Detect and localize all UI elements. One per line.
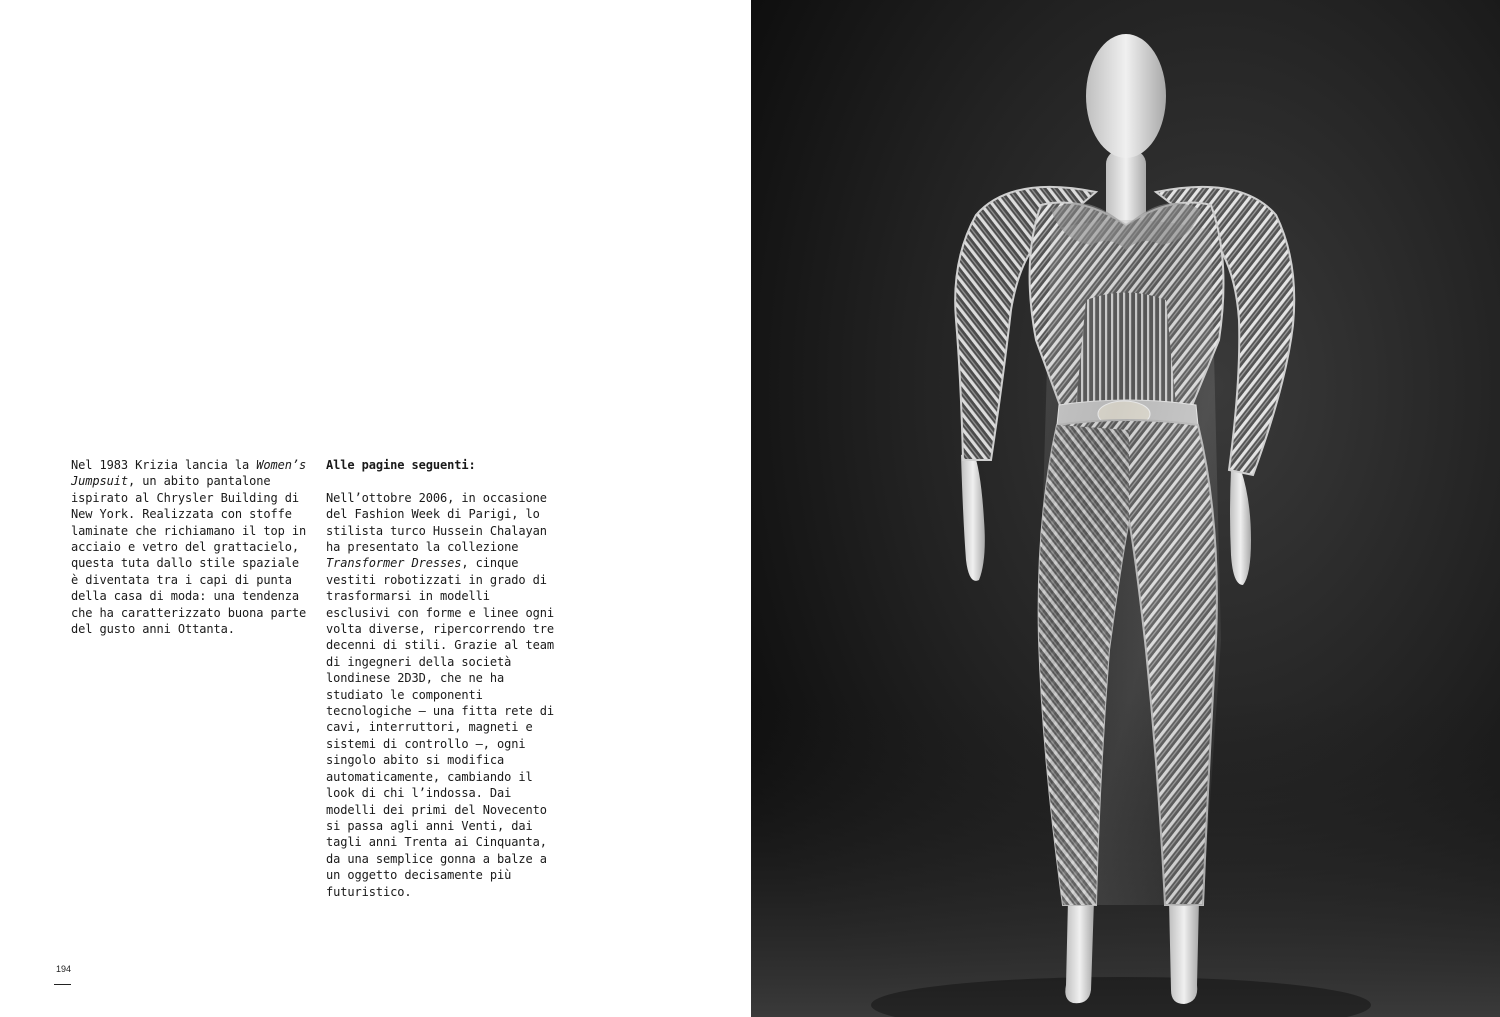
caption-heading: Alle pagine seguenti: (326, 458, 476, 472)
caption-following-pages (326, 457, 561, 900)
jumpsuit-photo (751, 0, 1500, 1017)
caption-chalayan-text-1: Nell’ottobre 2006, in occasione del Fashion Week di Parigi, lo stilista turco Hussein Chalayan ha presentato la collezione (326, 490, 547, 555)
folio-rule (54, 984, 71, 985)
page-number: 194 (56, 964, 72, 974)
caption-jumpsuit-title: Women’s Jumpsuit (71, 458, 307, 489)
caption-jumpsuit (71, 457, 311, 637)
caption-jumpsuit-text-2: , un abito pantalone ispirato al Chrysler Building di New York. Realizzata con stoffe laminate che richiamano il top in acciaio e vetro del grattacielo, questa tuta dallo stile spaziale è diventata tra i capi di punta della casa di moda: una tendenza che ha caratterizzato buona parte del gusto anni Ottanta. (71, 474, 307, 637)
caption-jumpsuit-text-1: Nel 1983 Krizia lancia la (71, 458, 257, 472)
caption-chalayan-text-2: , cinque vestiti robotizzati in grado di trasformarsi in modelli esclusivi con forme e linee ogni volta diverse, ripercorrendo tre decenni di stili. Grazie al team di ingegneri della società londinese 2D3D, che ne ha studiato le componenti tecnologiche – una fitta rete di cavi, interruttori, magneti e sistemi di controllo –, ogni singolo abito si modifica automaticamente, cambiando il look di chi l’indossa. Dai modelli dei primi del Novecento si passa agli anni Venti, dai tagli anni Trenta ai Cinquanta, da una semplice gonna a balze a un oggetto decisamente più futuristico. (326, 556, 554, 899)
caption-chalayan-title: Transformer Dresses (326, 556, 462, 571)
